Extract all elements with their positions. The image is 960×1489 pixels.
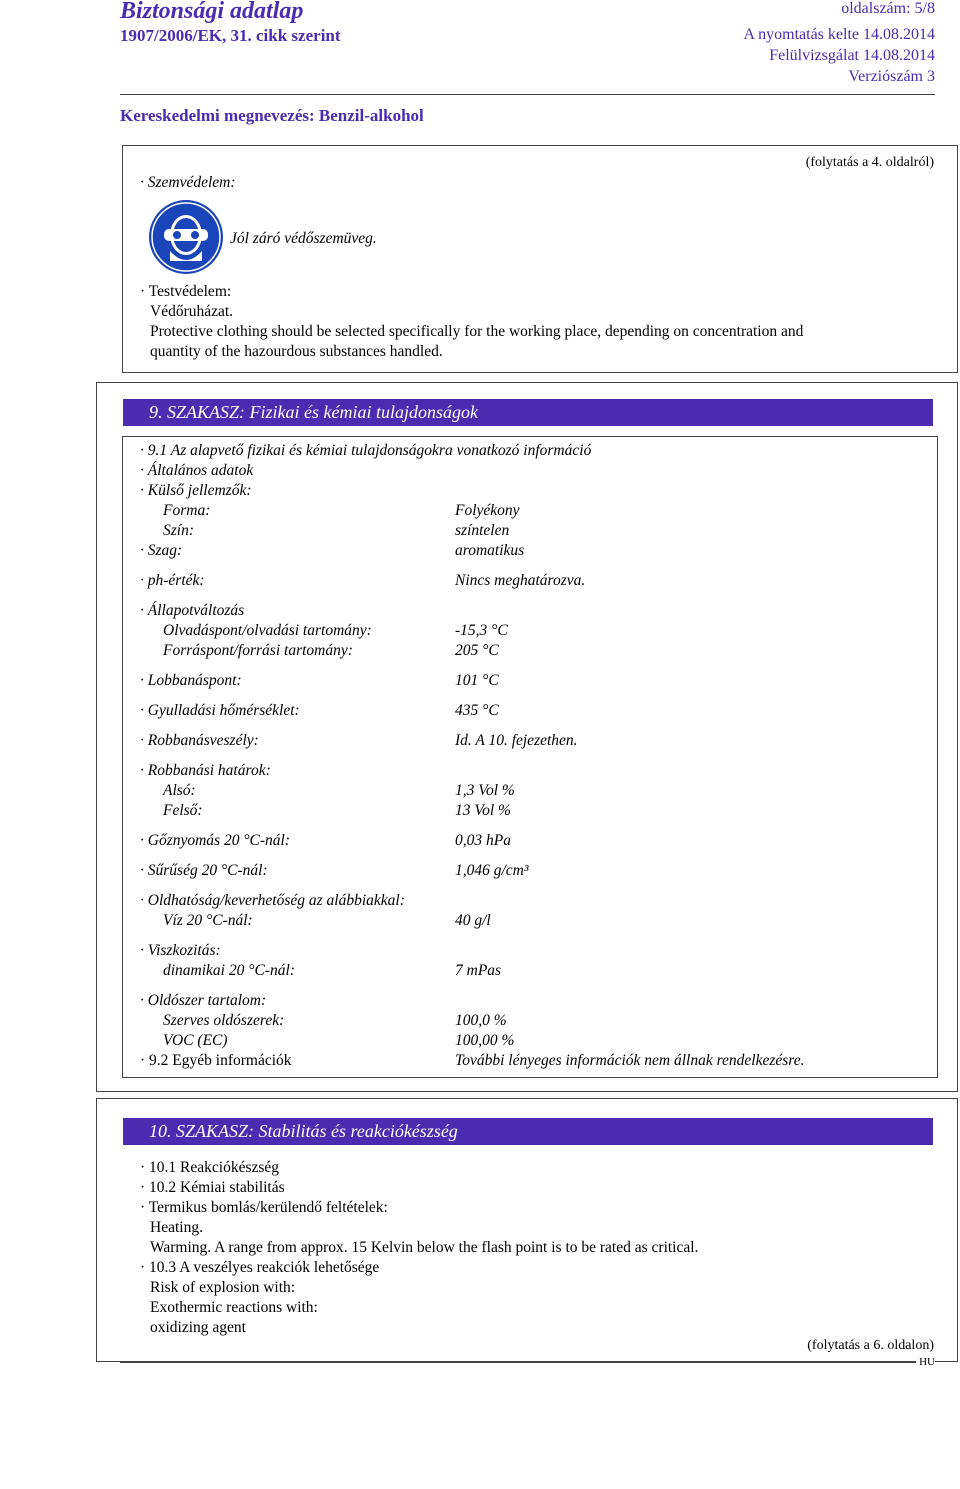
odor-label: · Szag: bbox=[140, 542, 182, 560]
water-solubility-label: Víz 20 °C-nál: bbox=[163, 912, 253, 929]
state-change-label: · Állapotváltozás bbox=[140, 602, 244, 620]
body-protection-line-2: Protective clothing should be selected specifically for the working place, depending on concentration and bbox=[150, 323, 804, 340]
print-date: A nyomtatás kelte 14.08.2014 bbox=[743, 26, 935, 43]
voc-value: 100,00 % bbox=[455, 1032, 515, 1049]
section-9-inner-box bbox=[122, 436, 938, 1078]
explosion-limits-label: · Robbanási határok: bbox=[140, 762, 271, 780]
explosion-hazard-value: Id. A 10. fejezethen. bbox=[455, 732, 578, 749]
page-number: oldalszám: 5/8 bbox=[841, 0, 935, 17]
review-date: Felülvizsgálat 14.08.2014 bbox=[769, 47, 935, 64]
density-value: 1,046 g/cm³ bbox=[455, 862, 529, 879]
other-info-value: További lényeges információk nem állnak rendelkezésre. bbox=[455, 1052, 805, 1069]
body-protection-label: · Testvédelem: bbox=[140, 283, 231, 301]
viscosity-label: · Viszkozitás: bbox=[140, 942, 221, 960]
upper-limit-value: 13 Vol % bbox=[455, 802, 511, 819]
boiling-point-value: 205 °C bbox=[455, 642, 499, 659]
eye-protection-label: · Szemvédelem: bbox=[140, 174, 236, 192]
thermal-decomposition-line-1: Heating. bbox=[150, 1219, 203, 1236]
goggles-icon bbox=[148, 199, 224, 275]
appearance-label: · Külső jellemzők: bbox=[140, 482, 252, 500]
melting-point-label: Olvadáspont/olvadási tartomány: bbox=[163, 622, 372, 639]
general-info-label: · Általános adatok bbox=[140, 462, 253, 480]
hazardous-reactions-line-2: Exothermic reactions with: bbox=[150, 1299, 318, 1316]
hazardous-reactions-line-1: Risk of explosion with: bbox=[150, 1279, 296, 1296]
color-label: Szín: bbox=[163, 522, 194, 539]
ph-label: · ph-érték: bbox=[140, 572, 205, 590]
voc-label: VOC (EC) bbox=[163, 1032, 228, 1049]
dynamic-viscosity-value: 7 mPas bbox=[455, 962, 502, 979]
hazardous-reactions-label: · 10.3 A veszélyes reakciók lehetősége bbox=[140, 1259, 379, 1277]
other-info-label: · 9.2 Egyéb információk bbox=[140, 1052, 292, 1070]
ph-value: Nincs meghatározva. bbox=[455, 572, 586, 589]
solubility-label: · Oldhatóság/keverhetőség az alábbiakkal: bbox=[140, 892, 405, 910]
header-divider bbox=[120, 94, 935, 95]
eye-protection-text: Jól záró védőszemüveg. bbox=[230, 230, 377, 247]
reactivity-label: · 10.1 Reakciókészség bbox=[140, 1159, 279, 1177]
form-value: Folyékony bbox=[455, 502, 520, 519]
continued-to: (folytatás a 6. oldalon) bbox=[807, 1338, 934, 1353]
vapor-pressure-value: 0,03 hPa bbox=[455, 832, 511, 849]
trade-name: Kereskedelmi megnevezés: Benzil-alkohol bbox=[120, 106, 424, 125]
melting-point-value: -15,3 °C bbox=[455, 622, 508, 639]
ignition-temp-label: · Gyulladási hőmérséklet: bbox=[140, 702, 300, 720]
water-solubility-value: 40 g/l bbox=[455, 912, 491, 929]
color-value: színtelen bbox=[455, 522, 510, 539]
section-9-title: 9. SZAKASZ: Fizikai és kémiai tulajdonságok bbox=[123, 399, 933, 426]
organic-solvents-label: Szerves oldószerek: bbox=[163, 1012, 285, 1029]
section-10-title: 10. SZAKASZ: Stabilitás és reakciókészség bbox=[123, 1118, 933, 1145]
language-code: HU bbox=[916, 1356, 935, 1368]
lower-limit-label: Alsó: bbox=[163, 782, 196, 799]
organic-solvents-value: 100,0 % bbox=[455, 1012, 507, 1029]
lower-limit-value: 1,3 Vol % bbox=[455, 782, 515, 799]
continued-from: (folytatás a 4. oldalról) bbox=[805, 155, 934, 170]
thermal-decomposition-label: · Termikus bomlás/kerülendő feltételek: bbox=[140, 1199, 388, 1217]
body-protection-line-3: quantity of the hazourdous substances handled. bbox=[150, 343, 443, 360]
thermal-decomposition-line-2: Warming. A range from approx. 15 Kelvin below the flash point is to be rated as critical. bbox=[150, 1239, 699, 1256]
ignition-temp-value: 435 °C bbox=[455, 702, 499, 719]
odor-value: aromatikus bbox=[455, 542, 525, 559]
vapor-pressure-label: · Gőznyomás 20 °C-nál: bbox=[140, 832, 290, 850]
section-9-1-heading: · 9.1 Az alapvető fizikai és kémiai tulajdonságokra vonatkozó információ bbox=[140, 442, 591, 460]
regulation-ref: 1907/2006/EK, 31. cikk szerint bbox=[120, 26, 341, 45]
boiling-point-label: Forráspont/forrási tartomány: bbox=[163, 642, 353, 659]
explosion-hazard-label: · Robbanásveszély: bbox=[140, 732, 259, 750]
flash-point-label: · Lobbanáspont: bbox=[140, 672, 242, 690]
footer-divider bbox=[120, 1362, 935, 1363]
chemical-stability-label: · 10.2 Kémiai stabilitás bbox=[140, 1179, 285, 1197]
upper-limit-label: Felső: bbox=[163, 802, 203, 819]
dynamic-viscosity-label: dinamikai 20 °C-nál: bbox=[163, 962, 295, 979]
form-label: Forma: bbox=[163, 502, 211, 519]
hazardous-reactions-line-3: oxidizing agent bbox=[150, 1319, 246, 1336]
density-label: · Sűrűség 20 °C-nál: bbox=[140, 862, 268, 880]
body-protection-line-1: Védőruházat. bbox=[150, 303, 234, 320]
flash-point-value: 101 °C bbox=[455, 672, 499, 689]
version-number: Verziószám 3 bbox=[848, 68, 935, 85]
solvent-content-label: · Oldószer tartalom: bbox=[140, 992, 266, 1010]
document-title: Biztonsági adatlap bbox=[120, 0, 304, 24]
